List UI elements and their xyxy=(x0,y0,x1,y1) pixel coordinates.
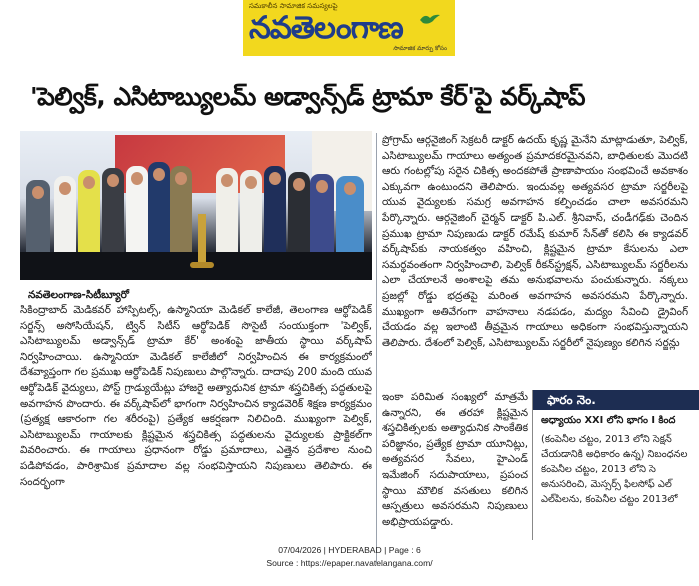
masthead-subtitle: సామాజిక మార్పు కోసం xyxy=(393,45,447,52)
newspaper-masthead xyxy=(243,0,455,56)
lamp-base xyxy=(190,262,214,268)
ad-subtitle: అధ్యాయం XXI లోని భాగం I కింద xyxy=(541,415,676,426)
footer-source-link[interactable]: Source : https://epaper.navatelangana.com/ xyxy=(266,558,433,568)
attendee-head xyxy=(59,182,71,195)
ad-title: ఫారం నెం. xyxy=(533,390,699,410)
attendee-head xyxy=(107,174,119,187)
article-headline: 'పెల్విక్, ఎసిటాబ్యులమ్ అడ్వాన్స్‌డ్ ట్రామా కేర్'పై వర్క్‌షాప్ xyxy=(30,82,586,111)
attendee-head xyxy=(316,180,328,193)
ad-body-text: (కంపెనీల చట్టం, 2013 లోని సెక్షన్ చేయడానికి అధికారం ఉన్న) నిబంధనల కంపెనీల చట్టం, 2013 లోని సె అనుసరించి, మెస్సర్స్ ఫిలసోఫ్ ఎల్ ఎల్‌పిలను, కంపెనీల చట్టం 2013లో xyxy=(541,434,688,505)
article-body-left-column: సికింద్రాబాద్ మెడికవర్ హాస్పిటల్స్, ఉస్మానియా మెడికల్ కాలేజీ, తెలంగాణ ఆర్థోపెడిక్ సర్జన్స్ అసోసియేషన్, ట్విన్ సిటీస్ ఆర్థోపెడిక్ సొసైటీ సంయుక్తంగా 'పెల్విక్, ఎసిటాబ్యులమ్ అడ్వాన్స్‌డ్ ట్రామా కేర్' అంశంపై జాతీయ స్థాయి వర్క్‌షాప్ నిర్వహించాయి. ఉస్మానియా మెడికల్ కాలేజీలో నిర్వహించిన ఈ కార్యక్రమంలో దేశవ్యాప్తంగా గల ప్రముఖ ఆర్థోపెడిక్ నిపుణులు పాల్గొన్నారు. దాదాపు 200 మంది యువ ఆర్థోపెడిక్ వైద్యులు, పోస్ట్ గ్రాడ్యుయేట్లు హాజరై అత్యాధునిక ట్రామా శస్త్రచికిత్స పద్ధతులపై అవగాహన పొందారు. ఈ వర్క్‌షాప్‌లో భాగంగా నిర్వహించిన క్యాడవెరిక్ శిక్షణ కార్యక్రమం (ప్రత్యక్ష ఆకారంగా గల శరీరంపై) ప్రత్యేక ఆకర్షణగా నిలిచింది. ముఖ్యంగా పెల్విక్, ఎసిటాబ్యులమ్ గాయాలకు క్లిష్టమైన శస్త్రచికిత్స పద్ధతులను వైద్యులకు ప్రాక్టికల్‌గా వివరించారు. ఈ గాయాలు ప్రధానంగా రోడ్డు ప్రమాదాలు, ఎత్తైన ప్రదేశాల నుంచి పడిపోవడం, పారిశ్రామిక ప్రమాదాల వల్ల సంభవిస్తాయని నిపుణులు తెలిపారు. ఈ సందర్భంగా xyxy=(20,304,372,488)
attendee-head xyxy=(175,172,187,185)
attendee-head xyxy=(32,186,44,199)
footer-edition-info: 07/04/2026 | HYDERABAD | Page : 6 xyxy=(278,545,421,555)
attendee-head xyxy=(221,174,233,187)
newspaper-name: నవతెలంగాణ xyxy=(249,10,403,46)
event-photo xyxy=(20,131,372,280)
article-body-continuation: ఇంకా పరిమిత సంఖ్యలో మాత్రమే ఉన్నారని, ఈ తరహా క్లిష్టమైన శస్త్రచికిత్సలకు అత్యాధునిక సాంకేతిక పరిజ్ఞానం, ప్రత్యేక ట్రామా యూనిట్లు, అత్యవసర సేవలు, హైఎండ్ ఇమేజింగ్ సదుపాయాలు, ప్రపంచ స్థాయి మౌలిక వసతులు కలిగిన ఆస్పత్రులు అవసరమని నిపుణులు అభిప్రాయపడ్డారు. xyxy=(382,391,528,528)
attendee-head xyxy=(131,172,143,185)
article-byline: నవతెలంగాణ-సిటీబ్యూరో xyxy=(28,289,130,301)
bird-logo-icon xyxy=(419,12,441,26)
attendee-head xyxy=(269,172,281,185)
article-body-right-column: ప్రోగ్రామ్ ఆర్గనైజింగ్ సెక్రటరీ డాక్టర్ ఉదయ్ కృష్ణ మైనేని మాట్లాడుతూ, పెల్విక్, ఎసిటాబ్యులమ్ గాయాలు అత్యంత ప్రమాదకరమైనవని, బాధితులకు మొదటి ఆరు గంటల్లోపు సరైన చికిత్స అందకపోతే ప్రాణాపాయం సంభవించే అవకాశం ఎక్కువగా ఉంటుందని తెలిపారు. ఇందువల్ల అత్యవసర ట్రామా సర్జరీలపై యువ వైద్యులకు సమగ్ర అవగాహన కల్పించడం చాలా అవసరమని పేర్కొన్నారు. ఆర్గనైజింగ్ చైర్మన్ డాక్టర్ పి.ఎల్. శ్రీనివాస్, చండీగఢ్‌కు చెందిన ప్రముఖ ట్రామా నిపుణుడు డాక్టర్ రమేష్ కుమార్ సేన్‌తో కలిసి ఈ క్యాడవర్ వర్క్‌షాప్‌కు నాయకత్వం వహించి, క్లిష్టమైన ట్రామా కేసులను ఎలా సమర్థవంతంగా నిర్వహించాలి, పెల్విక్ రీకన్‌స్ట్రక్షన్, ఎసిటాబ్యులమ్ సర్జరీలను ఎలా చేయాలనే అంశాలపై తమ అనుభవాలను పంచుకున్నారు. నక్కలు ప్రజల్లో రోడ్డు భద్రతపై మరింత అవగాహన అవసరమని పేర్కొన్నారు. ముఖ్యంగా అతివేగంగా వాహనాలు నడపడం, మద్యం సేవించి డ్రైవింగ్ చేయడం వల్ల ఇలాంటి తీవ్రమైన గాయాలు అధికంగా సంభవిస్తున్నాయని తెలిపారు. దేశంలో పెల్విక్, ఎసిటాబ్యులమ్ సర్జరీలో నైపుణ్యం కలిగిన సర్జన్లు xyxy=(382,134,688,349)
ceremonial-lamp xyxy=(198,214,206,266)
legal-notice-ad xyxy=(532,390,699,540)
column-divider xyxy=(376,133,377,563)
attendee-head xyxy=(83,176,95,189)
attendee-head xyxy=(153,168,165,181)
attendee-head xyxy=(293,178,305,191)
attendee-head xyxy=(344,182,356,195)
attendee-head xyxy=(245,176,257,189)
masthead-tagline: సమకాలీన సామాజిక సమస్యలపై xyxy=(249,2,338,10)
